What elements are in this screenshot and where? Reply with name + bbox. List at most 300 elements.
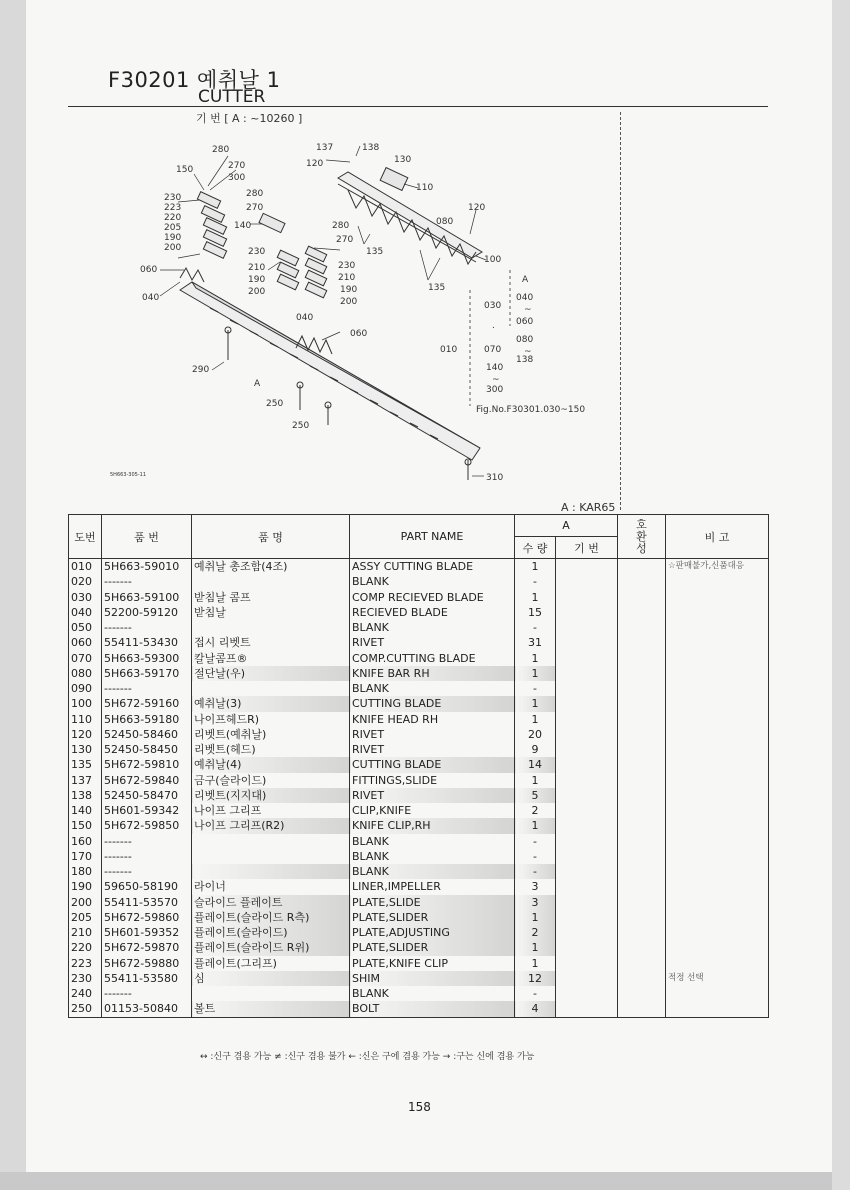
- callout-210-b: 210: [338, 273, 356, 283]
- table-row: [69, 620, 769, 635]
- callout-140-b: 140: [486, 363, 504, 373]
- page-number: 158: [408, 1100, 431, 1114]
- callout-120-a: 120: [306, 159, 324, 169]
- row-part-name: BLANK: [350, 986, 515, 1001]
- row-name-korean: 접시 리벳트: [192, 635, 350, 650]
- row-ref-no: 120: [69, 727, 102, 742]
- parts-table-body: [69, 559, 769, 1018]
- row-part-number: -------: [102, 986, 192, 1001]
- row-name-korean: [192, 834, 350, 849]
- callout-030: 030: [484, 301, 502, 311]
- col-header-qty: 수 량: [515, 537, 556, 559]
- row-remarks: [666, 1001, 769, 1017]
- row-part-name: BLANK: [350, 574, 515, 589]
- row-ref-no: 150: [69, 818, 102, 833]
- callout-300-b: 300: [486, 385, 504, 395]
- row-name-korean: 플레이트(슬라이드 R측): [192, 910, 350, 925]
- row-part-name: PLATE,ADJUSTING: [350, 925, 515, 940]
- row-part-number: 5H672-59810: [102, 757, 192, 772]
- row-name-korean: 받침날: [192, 605, 350, 620]
- row-remarks: [666, 864, 769, 879]
- table-row: [69, 986, 769, 1001]
- callout-150: 150: [176, 165, 194, 175]
- col-header-group-a: A: [515, 515, 618, 537]
- table-row: [69, 956, 769, 971]
- diagram-code: 5H663-305-11: [110, 472, 146, 478]
- row-ref-no: 100: [69, 696, 102, 711]
- page-subtitle: CUTTER: [198, 87, 266, 107]
- callout-220: 220: [164, 213, 182, 223]
- row-name-korean: 리벳트(지지대): [192, 788, 350, 803]
- row-ref-no: 210: [69, 925, 102, 940]
- row-part-name: COMP.CUTTING BLADE: [350, 651, 515, 666]
- row-interchange: [618, 925, 666, 940]
- row-interchange: [618, 986, 666, 1001]
- row-interchange: [618, 803, 666, 818]
- row-quantity: 1: [515, 651, 556, 666]
- table-row: [69, 574, 769, 589]
- callout-190-c: 190: [340, 285, 358, 295]
- row-quantity: 1: [515, 590, 556, 605]
- row-part-number: 5H672-59880: [102, 956, 192, 971]
- row-interchange: [618, 895, 666, 910]
- row-name-korean: 예취날(3): [192, 696, 350, 711]
- row-serial: [556, 818, 618, 833]
- row-part-number: 5H672-59850: [102, 818, 192, 833]
- row-ref-no: 190: [69, 879, 102, 894]
- table-row: [69, 742, 769, 757]
- row-name-korean: 슬라이드 플레이트: [192, 895, 350, 910]
- row-serial: [556, 1001, 618, 1017]
- row-part-name: KNIFE CLIP,RH: [350, 818, 515, 833]
- row-serial: [556, 879, 618, 894]
- col-header-no: 도번: [69, 515, 102, 559]
- row-part-name: KNIFE BAR RH: [350, 666, 515, 681]
- scan-edge-bottom: [0, 1172, 850, 1190]
- row-quantity: 1: [515, 818, 556, 833]
- row-interchange: [618, 757, 666, 772]
- row-name-korean: [192, 681, 350, 696]
- callout-280-b: 280: [246, 189, 264, 199]
- row-interchange: [618, 864, 666, 879]
- row-serial: [556, 986, 618, 1001]
- callout-205: 205: [164, 223, 182, 233]
- row-part-number: 5H672-59860: [102, 910, 192, 925]
- row-ref-no: 010: [69, 559, 102, 575]
- row-ref-no: 040: [69, 605, 102, 620]
- row-part-number: -------: [102, 864, 192, 879]
- row-serial: [556, 635, 618, 650]
- table-row: [69, 910, 769, 925]
- callout-ref-a: A: [522, 275, 529, 285]
- callout-230-a: 230: [164, 193, 182, 203]
- row-remarks: [666, 712, 769, 727]
- row-interchange: [618, 605, 666, 620]
- row-part-number: 5H672-59160: [102, 696, 192, 711]
- table-row: [69, 925, 769, 940]
- row-interchange: [618, 971, 666, 986]
- row-quantity: 1: [515, 696, 556, 711]
- serial-range: 기 번 [ A : ~10260 ]: [196, 112, 303, 125]
- table-row: [69, 971, 769, 986]
- row-quantity: 2: [515, 803, 556, 818]
- table-row: [69, 696, 769, 711]
- row-part-name: CUTTING BLADE: [350, 696, 515, 711]
- row-quantity: 1: [515, 666, 556, 681]
- callout-135-a: 135: [366, 247, 384, 257]
- callout-310: 310: [486, 473, 504, 483]
- row-part-number: -------: [102, 681, 192, 696]
- row-interchange: [618, 742, 666, 757]
- row-remarks: [666, 635, 769, 650]
- col-header-part-no: 품 번: [102, 515, 192, 559]
- row-serial: [556, 788, 618, 803]
- row-name-korean: 받침날 콤프: [192, 590, 350, 605]
- row-ref-no: 230: [69, 971, 102, 986]
- row-interchange: [618, 712, 666, 727]
- row-quantity: 1: [515, 773, 556, 788]
- table-row: [69, 864, 769, 879]
- row-part-name: RIVET: [350, 742, 515, 757]
- row-quantity: 31: [515, 635, 556, 650]
- callout-280-a: 280: [212, 145, 230, 155]
- row-part-name: COMP RECIEVED BLADE: [350, 590, 515, 605]
- row-interchange: [618, 559, 666, 575]
- row-part-number: 55411-53430: [102, 635, 192, 650]
- table-row: [69, 849, 769, 864]
- row-part-number: 52450-58470: [102, 788, 192, 803]
- row-ref-no: 135: [69, 757, 102, 772]
- row-ref-no: 220: [69, 940, 102, 955]
- callout-138-b: 138: [516, 355, 534, 365]
- ref-tilde-2: ~: [524, 347, 532, 357]
- row-name-korean: 라이너: [192, 879, 350, 894]
- row-quantity: 2: [515, 925, 556, 940]
- row-remarks: [666, 773, 769, 788]
- model-key: A : KAR65: [561, 501, 616, 514]
- row-part-number: 5H663-59300: [102, 651, 192, 666]
- row-part-number: 5H663-59170: [102, 666, 192, 681]
- row-serial: [556, 834, 618, 849]
- row-interchange: [618, 635, 666, 650]
- row-part-name: KNIFE HEAD RH: [350, 712, 515, 727]
- row-name-korean: [192, 574, 350, 589]
- row-serial: [556, 940, 618, 955]
- row-serial: [556, 620, 618, 635]
- row-name-korean: 칼날콤프®: [192, 651, 350, 666]
- ref-tilde-1: ~: [524, 305, 532, 315]
- callout-230-b: 230: [248, 247, 266, 257]
- callout-040-a: 040: [142, 293, 160, 303]
- row-quantity: -: [515, 620, 556, 635]
- row-interchange: [618, 727, 666, 742]
- callout-270-b: 270: [246, 203, 264, 213]
- row-interchange: [618, 666, 666, 681]
- row-serial: [556, 666, 618, 681]
- col-header-name-kr: 품 명: [192, 515, 350, 559]
- row-serial: [556, 696, 618, 711]
- row-part-name: SHIM: [350, 971, 515, 986]
- row-serial: [556, 757, 618, 772]
- row-part-number: 5H663-59180: [102, 712, 192, 727]
- row-remarks: [666, 956, 769, 971]
- row-name-korean: 절단날(우): [192, 666, 350, 681]
- row-name-korean: 나이프헤드R): [192, 712, 350, 727]
- table-row: [69, 788, 769, 803]
- row-interchange: [618, 574, 666, 589]
- row-serial: [556, 803, 618, 818]
- row-quantity: -: [515, 986, 556, 1001]
- exploded-parts-diagram: [100, 130, 620, 490]
- parts-table: [68, 514, 769, 1018]
- table-row: [69, 635, 769, 650]
- row-ref-no: 240: [69, 986, 102, 1001]
- row-interchange: [618, 818, 666, 833]
- row-name-korean: 볼트: [192, 1001, 350, 1017]
- row-ref-no: 110: [69, 712, 102, 727]
- row-ref-no: 030: [69, 590, 102, 605]
- row-quantity: 12: [515, 971, 556, 986]
- callout-210-a: 210: [248, 263, 266, 273]
- row-quantity: -: [515, 574, 556, 589]
- callout-010: 010: [440, 345, 458, 355]
- callout-250-a: 250: [266, 399, 284, 409]
- row-interchange: [618, 910, 666, 925]
- row-name-korean: [192, 620, 350, 635]
- row-interchange: [618, 681, 666, 696]
- figure-reference: Fig.No.F30301.030~150: [476, 405, 586, 415]
- row-serial: [556, 590, 618, 605]
- callout-190-b: 190: [248, 275, 266, 285]
- row-ref-no: 090: [69, 681, 102, 696]
- row-interchange: [618, 773, 666, 788]
- row-part-name: RIVET: [350, 635, 515, 650]
- callout-135-b: 135: [428, 283, 446, 293]
- row-quantity: -: [515, 681, 556, 696]
- table-row: [69, 895, 769, 910]
- row-interchange: [618, 940, 666, 955]
- row-serial: [556, 605, 618, 620]
- row-ref-no: 138: [69, 788, 102, 803]
- callout-060-a: 060: [140, 265, 158, 275]
- row-interchange: [618, 956, 666, 971]
- row-remarks: [666, 940, 769, 955]
- callout-060-c: 060: [516, 317, 534, 327]
- row-interchange: [618, 1001, 666, 1017]
- row-quantity: -: [515, 849, 556, 864]
- row-name-korean: 리벳트(예취날): [192, 727, 350, 742]
- callout-ref-a-left: A: [254, 379, 261, 389]
- row-remarks: [666, 925, 769, 940]
- callout-120-b: 120: [468, 203, 486, 213]
- row-remarks: ☆판매불가,신품대응: [666, 559, 769, 575]
- row-part-number: -------: [102, 620, 192, 635]
- row-remarks: [666, 666, 769, 681]
- row-part-number: 5H601-59342: [102, 803, 192, 818]
- row-name-korean: [192, 986, 350, 1001]
- row-remarks: [666, 574, 769, 589]
- row-quantity: 20: [515, 727, 556, 742]
- title-divider: [68, 106, 768, 107]
- row-interchange: [618, 696, 666, 711]
- row-name-korean: 리벳트(헤드): [192, 742, 350, 757]
- callout-300-a: 300: [228, 173, 246, 183]
- row-ref-no: 250: [69, 1001, 102, 1017]
- table-row: [69, 590, 769, 605]
- row-name-korean: 금구(슬라이드): [192, 773, 350, 788]
- table-row: [69, 666, 769, 681]
- row-quantity: -: [515, 864, 556, 879]
- row-serial: [556, 971, 618, 986]
- row-part-name: BOLT: [350, 1001, 515, 1017]
- row-part-number: -------: [102, 849, 192, 864]
- row-remarks: [666, 910, 769, 925]
- row-name-korean: 플레이트(그리프): [192, 956, 350, 971]
- row-part-number: 01153-50840: [102, 1001, 192, 1017]
- row-remarks: [666, 803, 769, 818]
- row-remarks: [666, 879, 769, 894]
- diagram-divider: [620, 112, 621, 510]
- row-ref-no: 080: [69, 666, 102, 681]
- row-name-korean: 심: [192, 971, 350, 986]
- row-remarks: [666, 681, 769, 696]
- callout-130: 130: [394, 155, 412, 165]
- row-part-name: ASSY CUTTING BLADE: [350, 559, 515, 575]
- col-header-interchange: 호 환 성: [618, 515, 666, 559]
- row-remarks: [666, 818, 769, 833]
- row-ref-no: 180: [69, 864, 102, 879]
- callout-080-b: 080: [516, 335, 534, 345]
- row-part-number: 59650-58190: [102, 879, 192, 894]
- page-title: F30201 예취날 1: [108, 68, 281, 92]
- row-name-korean: 플레이트(슬라이드): [192, 925, 350, 940]
- row-name-korean: 예취날(4): [192, 757, 350, 772]
- scan-edge-right: [832, 0, 850, 1190]
- callout-070: 070: [484, 345, 502, 355]
- row-interchange: [618, 849, 666, 864]
- row-ref-no: 130: [69, 742, 102, 757]
- row-interchange: [618, 651, 666, 666]
- row-part-number: -------: [102, 834, 192, 849]
- row-part-name: PLATE,SLIDER: [350, 910, 515, 925]
- row-remarks: [666, 742, 769, 757]
- row-part-name: RIVET: [350, 727, 515, 742]
- row-ref-no: 070: [69, 651, 102, 666]
- row-quantity: 9: [515, 742, 556, 757]
- row-quantity: 5: [515, 788, 556, 803]
- row-remarks: 적정 선택: [666, 971, 769, 986]
- row-ref-no: 140: [69, 803, 102, 818]
- row-serial: [556, 712, 618, 727]
- row-remarks: [666, 895, 769, 910]
- callout-138-a: 138: [362, 143, 380, 153]
- row-quantity: 3: [515, 879, 556, 894]
- table-row: [69, 834, 769, 849]
- row-name-korean: 나이프 그리프(R2): [192, 818, 350, 833]
- row-serial: [556, 742, 618, 757]
- row-remarks: [666, 727, 769, 742]
- callout-040-b: 040: [296, 313, 314, 323]
- row-serial: [556, 956, 618, 971]
- row-quantity: 1: [515, 956, 556, 971]
- row-interchange: [618, 879, 666, 894]
- col-header-name-en: PART NAME: [350, 515, 515, 559]
- row-ref-no: 170: [69, 849, 102, 864]
- row-name-korean: 플레이트(슬라이드 R위): [192, 940, 350, 955]
- callout-080-a: 080: [436, 217, 454, 227]
- row-quantity: -: [515, 834, 556, 849]
- callout-200-a: 200: [164, 243, 182, 253]
- row-part-number: 52450-58460: [102, 727, 192, 742]
- row-name-korean: [192, 864, 350, 879]
- row-quantity: 3: [515, 895, 556, 910]
- callout-270-a: 270: [228, 161, 246, 171]
- row-part-name: LINER,IMPELLER: [350, 879, 515, 894]
- row-remarks: [666, 696, 769, 711]
- row-interchange: [618, 834, 666, 849]
- table-row: [69, 1001, 769, 1017]
- row-serial: [556, 864, 618, 879]
- row-part-name: RIVET: [350, 788, 515, 803]
- row-part-number: 52200-59120: [102, 605, 192, 620]
- row-part-name: PLATE,SLIDE: [350, 895, 515, 910]
- callout-280-c: 280: [332, 221, 350, 231]
- row-name-korean: 나이프 그리프: [192, 803, 350, 818]
- row-part-number: 5H672-59840: [102, 773, 192, 788]
- table-row: [69, 773, 769, 788]
- row-quantity: 1: [515, 940, 556, 955]
- row-name-korean: 예취날 총조함(4조): [192, 559, 350, 575]
- table-row: [69, 727, 769, 742]
- row-remarks: [666, 757, 769, 772]
- row-remarks: [666, 849, 769, 864]
- callout-290: 290: [192, 365, 210, 375]
- row-quantity: 1: [515, 559, 556, 575]
- row-remarks: [666, 590, 769, 605]
- row-quantity: 15: [515, 605, 556, 620]
- row-ref-no: 060: [69, 635, 102, 650]
- row-part-number: 5H663-59010: [102, 559, 192, 575]
- row-part-number: -------: [102, 574, 192, 589]
- callout-223: 223: [164, 203, 182, 213]
- table-row: [69, 879, 769, 894]
- row-part-number: 5H601-59352: [102, 925, 192, 940]
- ref-dot: .: [492, 321, 495, 331]
- row-part-name: BLANK: [350, 620, 515, 635]
- row-ref-no: 223: [69, 956, 102, 971]
- row-interchange: [618, 590, 666, 605]
- col-header-serial: 기 번: [556, 537, 618, 559]
- row-serial: [556, 559, 618, 575]
- row-quantity: 1: [515, 910, 556, 925]
- row-serial: [556, 651, 618, 666]
- row-part-name: CUTTING BLADE: [350, 757, 515, 772]
- row-ref-no: 160: [69, 834, 102, 849]
- row-serial: [556, 895, 618, 910]
- table-row: [69, 803, 769, 818]
- table-row: [69, 651, 769, 666]
- row-remarks: [666, 834, 769, 849]
- row-quantity: 14: [515, 757, 556, 772]
- row-name-korean: [192, 849, 350, 864]
- row-part-number: 55411-53570: [102, 895, 192, 910]
- row-remarks: [666, 620, 769, 635]
- row-serial: [556, 849, 618, 864]
- callout-060-b: 060: [350, 329, 368, 339]
- row-ref-no: 050: [69, 620, 102, 635]
- row-ref-no: 205: [69, 910, 102, 925]
- row-part-name: BLANK: [350, 864, 515, 879]
